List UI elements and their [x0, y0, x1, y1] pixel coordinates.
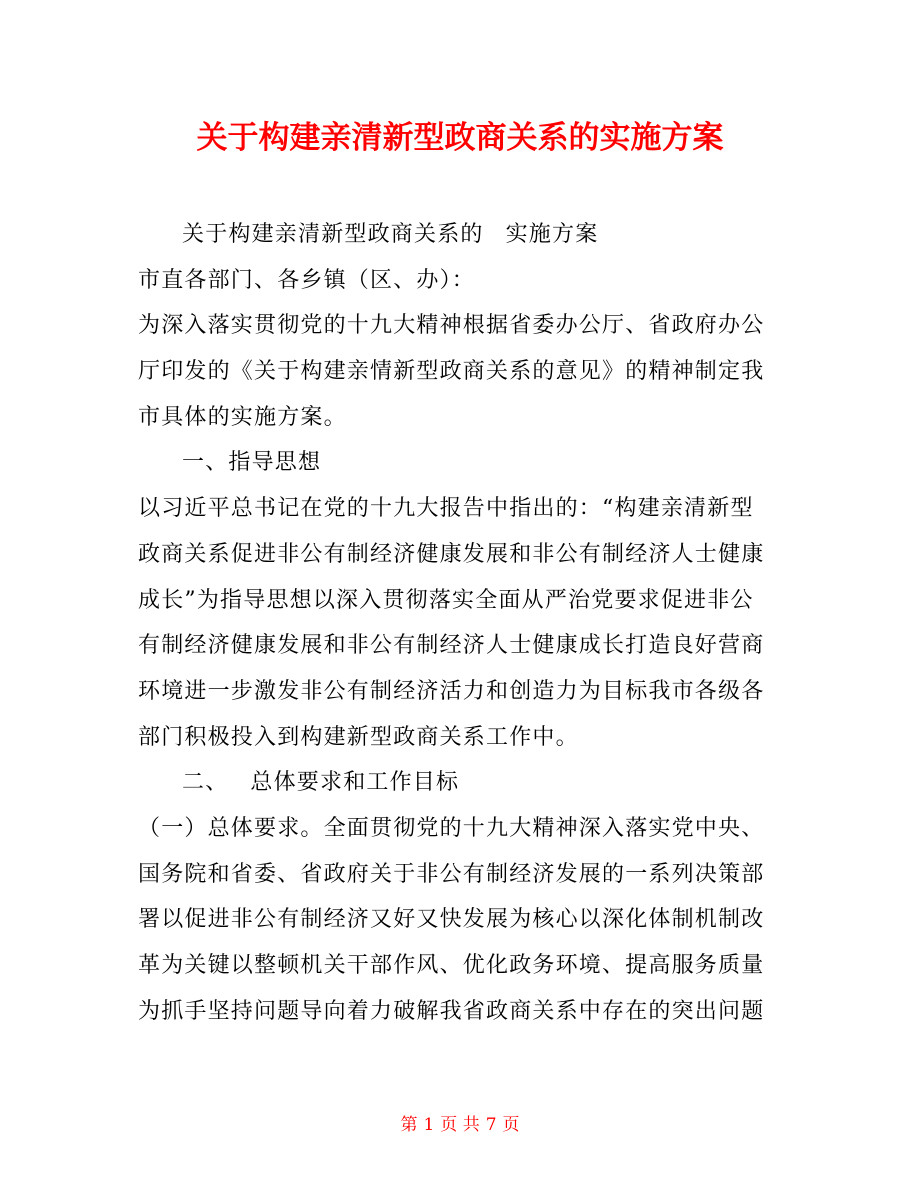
page-label-suffix: 页 [502, 1115, 520, 1135]
subtitle-part-b: 实施方案 [505, 222, 599, 247]
section-heading-text: 总体要求和工作目标 [250, 770, 460, 796]
paragraph-line: 为深入落实贯彻党的十九大精神根据省委办公厅、省政府办公 [138, 313, 765, 339]
paragraph-line: 署以促进非公有制经济又好又快发展为核心以深化体制机制改 [138, 907, 765, 933]
page-footer [0, 1113, 920, 1137]
document-body [138, 212, 788, 1034]
section-number: 二、 [182, 770, 229, 796]
document-title: 关于构建亲清新型政商关系的实施方案 [196, 120, 724, 156]
paragraph-line: 有制经济健康发展和非公有制经济人士健康成长打造良好营商 [138, 633, 765, 659]
paragraph-line: 部门积极投入到构建新型政商关系工作中。 [138, 724, 579, 750]
page-label-middle: 页 共 [440, 1115, 480, 1135]
page-total-number: 7 [485, 1115, 497, 1135]
subtitle-line [138, 212, 788, 258]
page-label-prefix: 第 [400, 1115, 418, 1135]
paragraph-line: 成长”为指导思想以深入贯彻落实全面从严治党要求促进非公 [138, 587, 754, 613]
paragraph-line: 厅印发的《关于构建亲情新型政商关系的意见》的精神制定我 [138, 359, 765, 385]
section-heading-guiding-thought: 一、指导思想 [182, 450, 322, 476]
page-current-number: 1 [423, 1115, 435, 1135]
paragraph-line: 国务院和省委、省政府关于非公有制经济发展的一系列决策部 [138, 861, 765, 887]
section-heading-overall-requirements [138, 760, 788, 806]
paragraph-line: 市具体的实施方案。 [138, 404, 347, 430]
paragraph-line: 为抓手坚持问题导向着力破解我省政商关系中存在的突出问题 [138, 998, 765, 1024]
paragraph-line: （一）总体要求。全面贯彻党的十九大精神深入落实党中央、 [138, 815, 765, 841]
paragraph-line: 环境进一步激发非公有制经济活力和创造力为目标我市各级各 [138, 678, 765, 704]
subtitle-part-a: 关于构建亲清新型政商关系的 [182, 222, 484, 247]
paragraph-line: 革为关键以整顿机关干部作风、优化政务环境、提高服务质量 [138, 953, 765, 978]
paragraph-line: 以习近平总书记在党的十九大报告中指出的：“构建亲清新型 [138, 496, 754, 522]
paragraph-line: 政商关系促进非公有制经济健康发展和非公有制经济人士健康 [138, 541, 765, 567]
addressee-line: 市直各部门、各乡镇（区、办）： [138, 267, 476, 293]
